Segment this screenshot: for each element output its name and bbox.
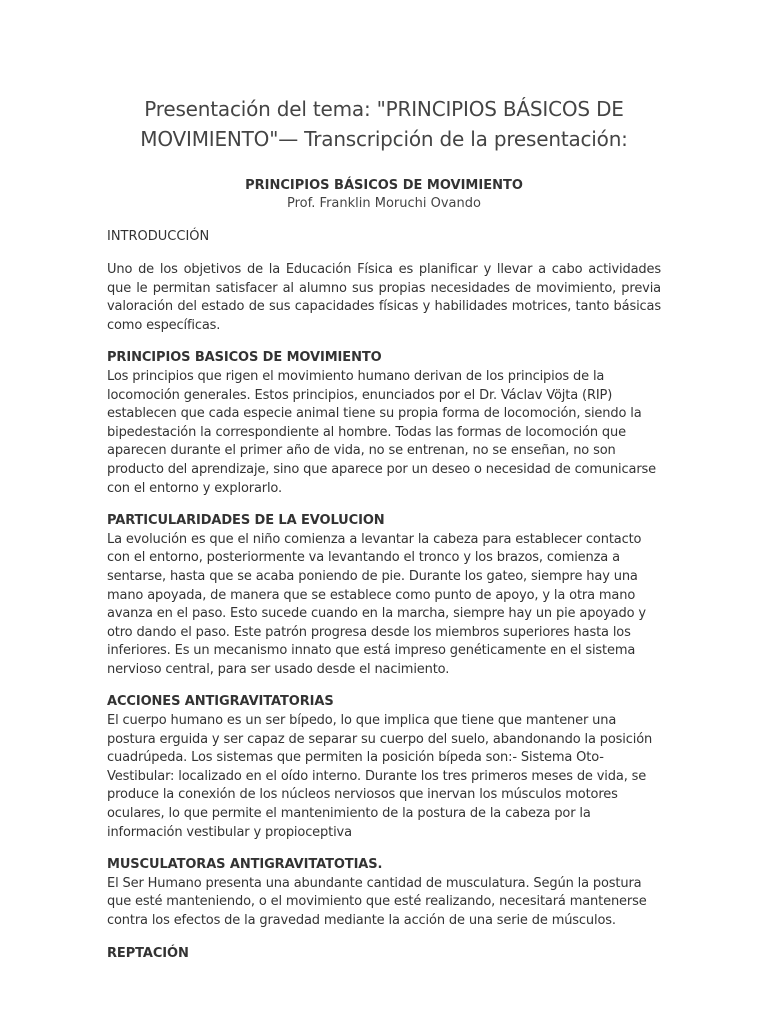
section-acciones	[107, 693, 661, 842]
section-paragraph: Los principios que rigen el movimiento humano derivan de los principios de la locomoción generales. Estos principios, enunciados por el Dr. Václav Vöjta (RIP) establecen que cada especie animal tiene su propia forma de locomoción, siendo la bipedestación la correspondiente al hombre. Todas las formas de locomoción que aparecen durante el primer año de vida, no se entrenan, no se enseñan, no son producto del aprendizaje, sino que aparece por un deseo o necesidad de comunicarse con el entorno y explorarlo.	[107, 368, 656, 496]
section-principios	[107, 349, 661, 498]
section-heading: ACCIONES ANTIGRAVITATORIAS	[107, 694, 334, 710]
section-paragraph: El Ser Humano presenta una abundante cantidad de musculatura. Según la postura que esté manteniendo, o el movimiento que esté realizando, necesitará mantenerse contra los efectos de la gravedad mediante la acción de una serie de músculos.	[107, 875, 647, 928]
subtitle-block	[107, 177, 661, 213]
document-subtitle: PRINCIPIOS BÁSICOS DE MOVIMIENTO	[245, 178, 523, 193]
intro-paragraph: Uno de los objetivos de la Educación Física es planificar y llevar a cabo actividades que le permitan satisfacer al alumno sus propias necesidades de movimiento, previa valoración del estado de sus capacidades físicas y habilidades motrices, tanto básicas como específicas.	[107, 262, 661, 333]
section-heading: PARTICULARIDADES DE LA EVOLUCION	[107, 513, 385, 529]
document-author: Prof. Franklin Moruchi Ovando	[287, 196, 481, 211]
section-musculatoras	[107, 856, 661, 930]
section-heading: MUSCULATORAS ANTIGRAVITATOTIAS.	[107, 857, 383, 873]
section-reptacion	[107, 945, 661, 964]
section-heading: PRINCIPIOS BASICOS DE MOVIMIENTO	[107, 350, 382, 366]
intro-heading: INTRODUCCIÓN	[107, 229, 210, 244]
section-paragraph: El cuerpo humano es un ser bípedo, lo que implica que tiene que mantener una postura erguida y ser capaz de separar su cuerpo del suelo, abandonando la posición cuadrúpeda. Los sistemas que permiten la posición bípeda son:- Sistema Oto-Vestibular: localizado en el oído interno. Durante los tres primeros meses de vida, se produce la conexión de los núcleos nerviosos que inervan los músculos motores oculares, lo que permite el mantenimiento de la postura de la cabeza por la información vestibular y propioceptiva	[107, 713, 653, 840]
intro-section	[107, 261, 661, 335]
section-heading: REPTACIÓN	[107, 945, 189, 961]
section-particularidades	[107, 512, 661, 679]
section-paragraph: La evolución es que el niño comienza a levantar la cabeza para establecer contacto con el entorno, posteriormente va levantando el tronco y los brazos, comienza a sentarse, hasta que se acaba poniendo de pie. Durante los gateo, siempre hay una mano apoyada, de manera que se establece como punto de apoyo, y la otra mano avanza en el paso. Esto sucede cuando en la marcha, siempre hay un pie apoyado y otro dando el paso. Este patrón progresa desde los miembros superiores hasta los inferiores. Es un mecanismo innato que está impreso genéticamente en el sistema nervioso central, para ser usado desde el nacimiento.	[107, 531, 646, 677]
document-title: Presentación del tema: "PRINCIPIOS BÁSICOS DE MOVIMIENTO"— Transcripción de la presentación:	[140, 97, 628, 151]
